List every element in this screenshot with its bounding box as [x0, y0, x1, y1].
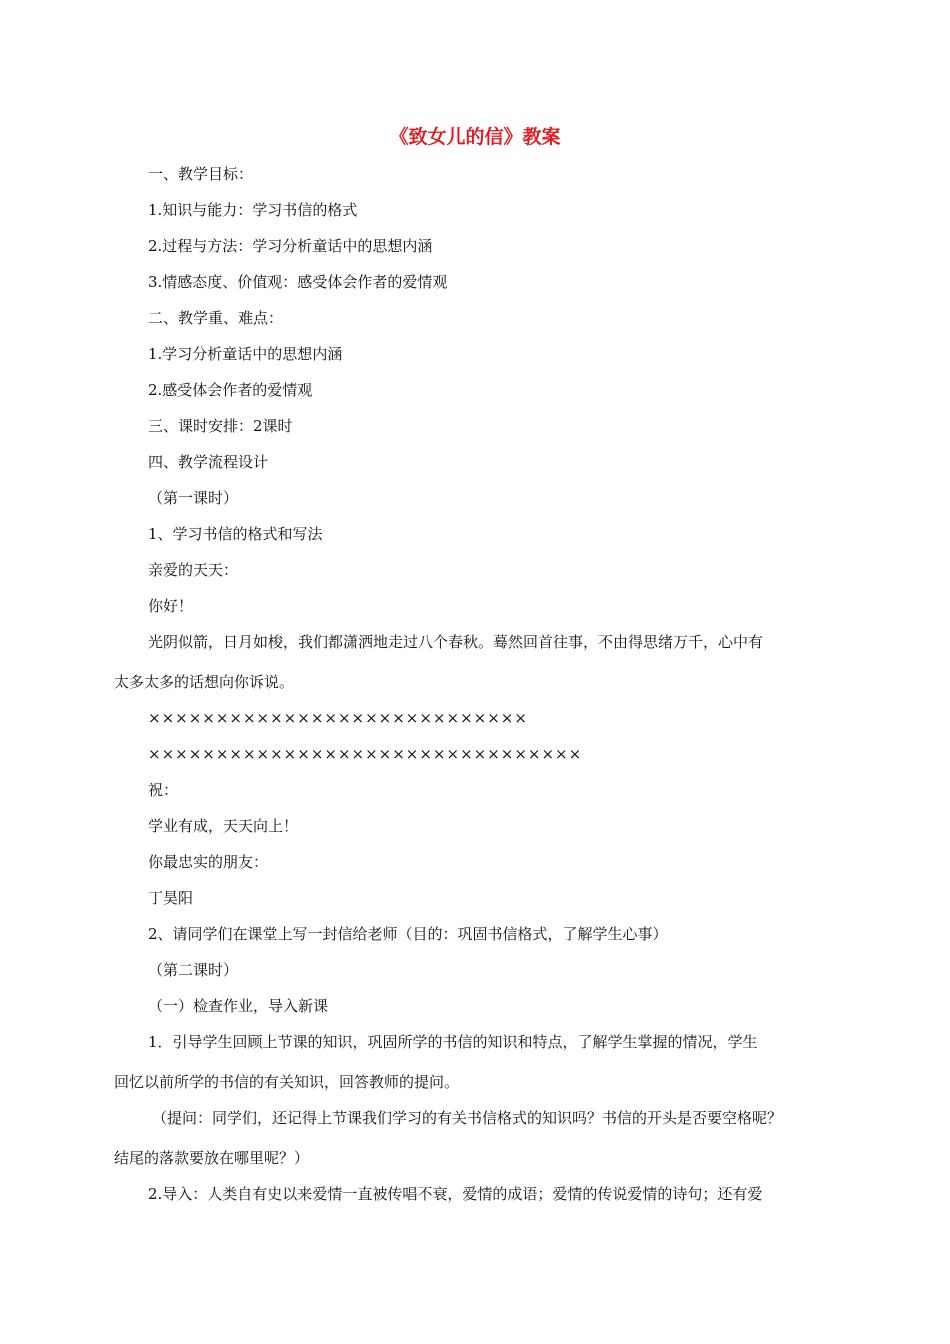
section-check-homework: （一）检查作业，导入新课 [148, 997, 329, 1015]
heading-process-design: 四、教学流程设计 [148, 453, 269, 471]
introduction-line: 2.导入：人类自有史以来爱情一直被传唱不衰，爱情的成语；爱情的传说爱情的诗句；还有爱 [148, 1185, 763, 1203]
document-title: 《致女儿的信》教案 [389, 126, 561, 148]
review-line-2: 回忆以前所学的书信的有关知识，回答教师的提问。 [114, 1073, 460, 1091]
question-line-1: （提问：同学们，还记得上节课我们学习的有关书信格式的知识吗？书信的开头是否要空格呢？ [152, 1109, 783, 1127]
letter-signature: 丁昊阳 [148, 889, 194, 907]
goal-item-1: 1.知识与能力：学习书信的格式 [148, 201, 358, 219]
goal-item-2: 2.过程与方法：学习分析童话中的思想内涵 [148, 237, 433, 255]
letter-wish: 学业有成，天天向上！ [148, 817, 299, 835]
key-point-2: 2.感受体会作者的爱情观 [148, 381, 313, 399]
question-line-2: 结尾的落款要放在哪里呢？） [114, 1149, 310, 1167]
goal-item-3: 3.情感态度、价值观：感受体会作者的爱情观 [148, 273, 448, 291]
second-lesson-label: （第二课时） [148, 961, 239, 979]
review-line-1: 1．引导学生回顾上节课的知识，巩固所学的书信的知识和特点，了解学生掌握的情况，学生 [148, 1033, 758, 1051]
letter-body-line-1: 光阴似箭，日月如梭，我们都潇洒地走过八个春秋。蓦然回首往事，不由得思绪万千，心中有 [148, 633, 764, 651]
key-point-1: 1.学习分析童话中的思想内涵 [148, 345, 343, 363]
letter-closing: 你最忠实的朋友： [148, 853, 269, 871]
letter-wish-label: 祝： [148, 781, 179, 799]
letter-salutation: 亲爱的天天： [148, 561, 239, 579]
letter-greeting: 你好！ [148, 597, 194, 615]
heading-schedule: 三、课时安排：2课时 [148, 417, 293, 435]
letter-placeholder-row-2: ×××××××××××××××××××××××××××××××× [148, 745, 583, 763]
first-lesson-label: （第一课时） [148, 489, 239, 507]
letter-placeholder-row-1: ×××××××××××××××××××××××××××× [148, 709, 528, 727]
heading-key-points: 二、教学重、难点： [148, 309, 284, 327]
step-1-heading: 1、学习书信的格式和写法 [148, 525, 323, 543]
step-2-heading: 2、请同学们在课堂上写一封信给老师（目的：巩固书信格式，了解学生心事） [148, 925, 668, 943]
heading-teaching-goals: 一、教学目标： [148, 165, 254, 183]
letter-body-line-2: 太多太多的话想向你诉说。 [114, 673, 295, 691]
